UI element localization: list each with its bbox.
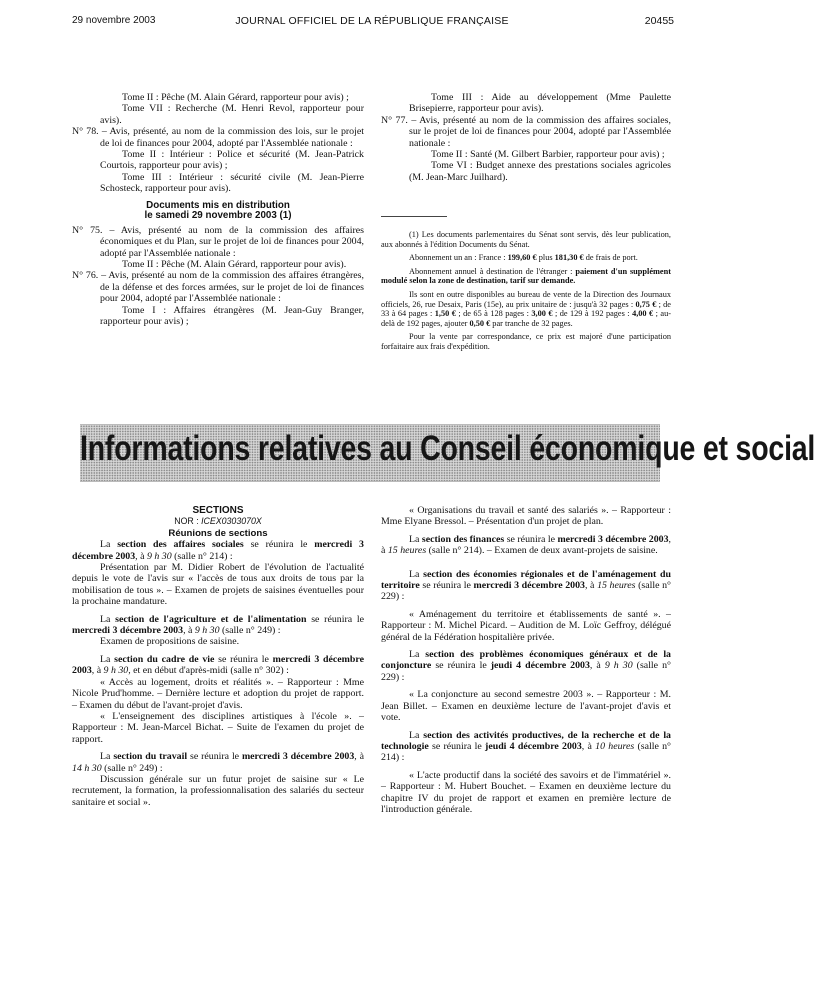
section-banner (80, 424, 815, 482)
paragraph: La section des économies régionales et de l'aménagement du territoire se réunira le mercredi 3 décembre 2003, à 15 heures (salle n° 229) : (381, 568, 672, 603)
paragraph: La section des finances se réunira le mercredi 3 décembre 2003, à 15 heures (salle n° 214). – Examen de deux avant-projets de saisine. (381, 533, 672, 557)
paragraph: Examen de propositions de saisine. (100, 636, 240, 648)
paragraph: Tome II : Pêche (M. Alain Gérard, rapporteur pour avis). (122, 259, 347, 271)
reunions-heading: Réunions de sections (168, 527, 268, 539)
top-right-column (381, 92, 671, 183)
nor-reference: NOR : ICEX0303070X (174, 516, 262, 527)
footnote: Abonnement un an : France : 199,60 € plus 181,30 € de frais de port. (409, 253, 638, 263)
paragraph: Tome III : Intérieur : sécurité civile (M. Jean-Pierre Schosteck, rapporteur pour avis). (100, 171, 364, 195)
paragraph: « Aménagement du territoire et établissements de santé ». – Rapporteur : M. Michel Picard. – Audition de M. Loïc Geffroy, délégué général de la Fédération hospitalière privée. (381, 608, 671, 643)
footnote-separator (381, 216, 447, 217)
paragraph: Tome II : Intérieur : Police et sécurité (M. Jean-Patrick Courtois, rapporteur pour avis) ; (100, 149, 364, 172)
paragraph: N° 76. – Avis, présenté au nom de la commission des affaires étrangères, de la défense et des forces armées, sur le projet de loi de finances pour 2004, adopté par l'Assemblée nationale : (72, 270, 364, 305)
paragraph: Tome VII : Recherche (M. Henri Revol, rapporteur pour avis). (100, 103, 364, 126)
paragraph: Tome II : Pêche (M. Alain Gérard, rapporteur pour avis) ; (122, 92, 349, 103)
top-left-column (72, 92, 364, 328)
heading-line: le samedi 29 novembre 2003 (1) (144, 210, 292, 222)
paragraph: N° 77. – Avis, présenté au nom de la commission des affaires sociales, sur le projet de loi de finances pour 2004, adopté par l'Assemblée nationale : (381, 114, 671, 149)
footnote: (1) Les documents parlementaires du Sénat sont servis, dès leur publication, aux abonnés à l'édition Documents du Sénat. (381, 230, 671, 249)
paragraph: Tome III : Aide au développement (Mme Paulette Brisepierre, rapporteur pour avis). (409, 92, 671, 115)
paragraph: La section des affaires sociales se réunira le mercredi 3 décembre 2003, à 9 h 30 (salle n° 214) : (72, 539, 364, 562)
paragraph: Tome I : Affaires étrangères (M. Jean-Guy Branger, rapporteur pour avis) ; (100, 304, 364, 328)
sections-title: SECTIONS (192, 505, 244, 516)
page-header (72, 15, 672, 31)
paragraph: « L'enseignement des disciplines artistiques à l'école ». – Rapporteur : M. Jean-Marcel Bichat. – Suite de l'examen du projet de rapport. (72, 710, 364, 745)
paragraph: Tome II : Santé (M. Gilbert Barbier, rapporteur pour avis) ; (431, 149, 665, 161)
paragraph: La section des problèmes économiques généraux et de la conjoncture se réunira le jeudi 4 décembre 2003, à 9 h 30 (salle n° 229) : (381, 649, 671, 683)
header-title: JOURNAL OFFICIEL DE LA RÉPUBLIQUE FRANÇAISE (235, 15, 509, 27)
paragraph: « Organisations du travail et santé des salariés ». – Rapporteur : Mme Elyane Bressol. – Présentation d'un projet de plan. (381, 505, 671, 528)
banner-title: Informations relatives au Conseil économique et social (80, 429, 815, 469)
paragraph: « L'acte productif dans la société des savoirs et de l'immatériel ». – Rapporteur : M. Hubert Bouchet. – Examen en deuxième lecture du chapitre IV du projet de rapport et examen en première lecture de l'introduction générale. (381, 769, 671, 815)
paragraph: La section du travail se réunira le mercredi 3 décembre 2003, à 14 h 30 (salle n° 249) : (72, 751, 364, 774)
paragraph: La section du cadre de vie se réunira le mercredi 3 décembre 2003, à 9 h 30, et en début d'après-midi (salle n° 302) : (72, 653, 364, 677)
bottom-left-column (72, 505, 364, 808)
paragraph: Présentation par M. Didier Robert de l'évolution de l'actualité depuis le vote de l'avis sur « l'accès de tous aux droits de tous par la mobilisation de tous ». – Examen de projets de saisines éventuelles pour la prochaine mandature. (72, 562, 364, 608)
footnote: Pour la vente par correspondance, ce prix est majoré d'une participation forfaitaire aux frais d'expédition. (381, 332, 671, 351)
paragraph: « La conjoncture au second semestre 2003 ». – Rapporteur : M. Jean Billet. – Examen en deuxième lecture de l'avant-projet d'avis et vote. (381, 689, 671, 724)
paragraph: N° 78. – Avis, présenté, au nom de la commission des lois, sur le projet de loi de finances pour 2004, adopté par l'Assemblée nationale : (72, 126, 364, 149)
header-date: 29 novembre 2003 (72, 15, 156, 26)
paragraph: Discussion générale sur un futur projet de saisine sur « Le recrutement, la formation, la professionnalisation des salariés du secteur sanitaire et social ». (72, 773, 364, 808)
footnote: Ils sont en outre disponibles au bureau de vente de la Direction des Journaux officiels, 26, rue Desaix, Paris (15e), au prix unitaire de : jusqu'à 32 pages : 0,75 € ; de 33 à 64 pages : 1,50 € ; de 65 à 128 pages : 3,00 € ; de 129 à 192 pages : 4,00 € ; au-delà de 192 pages, ajouter 0,50 € par tranche de 32 pages. (381, 289, 672, 328)
footnotes (381, 230, 671, 356)
header-page-number: 20455 (644, 15, 674, 27)
paragraph: Tome VI : Budget annexe des prestations sociales agricoles (M. Jean-Marc Juilhard). (409, 160, 671, 183)
section-heading (72, 201, 364, 222)
bottom-right-column (381, 505, 671, 815)
paragraph: N° 75. – Avis, présenté au nom de la commission des affaires économiques et du Plan, sur le projet de loi de finances pour 2004, adopté par l'Assemblée nationale : (72, 224, 364, 259)
footnote: Abonnement annuel à destination de l'étranger : paiement d'un supplément modulé selon la zone de destination, tarif sur demande. (381, 266, 671, 286)
paragraph: La section des activités productives, de la recherche et de la technologie se réunira le jeudi 4 décembre 2003, à 10 heures (salle n° 214) : (381, 729, 671, 764)
heading-line: Documents mis en distribution (146, 199, 290, 211)
paragraph: « Accès au logement, droits et réalités ». – Rapporteur : Mme Nicole Prud'homme. – Dernière lecture et adoption du projet de rapport. – Examen du début de l'avant-projet d'avis. (72, 676, 364, 711)
paragraph: La section de l'agriculture et de l'alimentation se réunira le mercredi 3 décembre 2003, à 9 h 30 (salle n° 249) : (72, 613, 364, 637)
